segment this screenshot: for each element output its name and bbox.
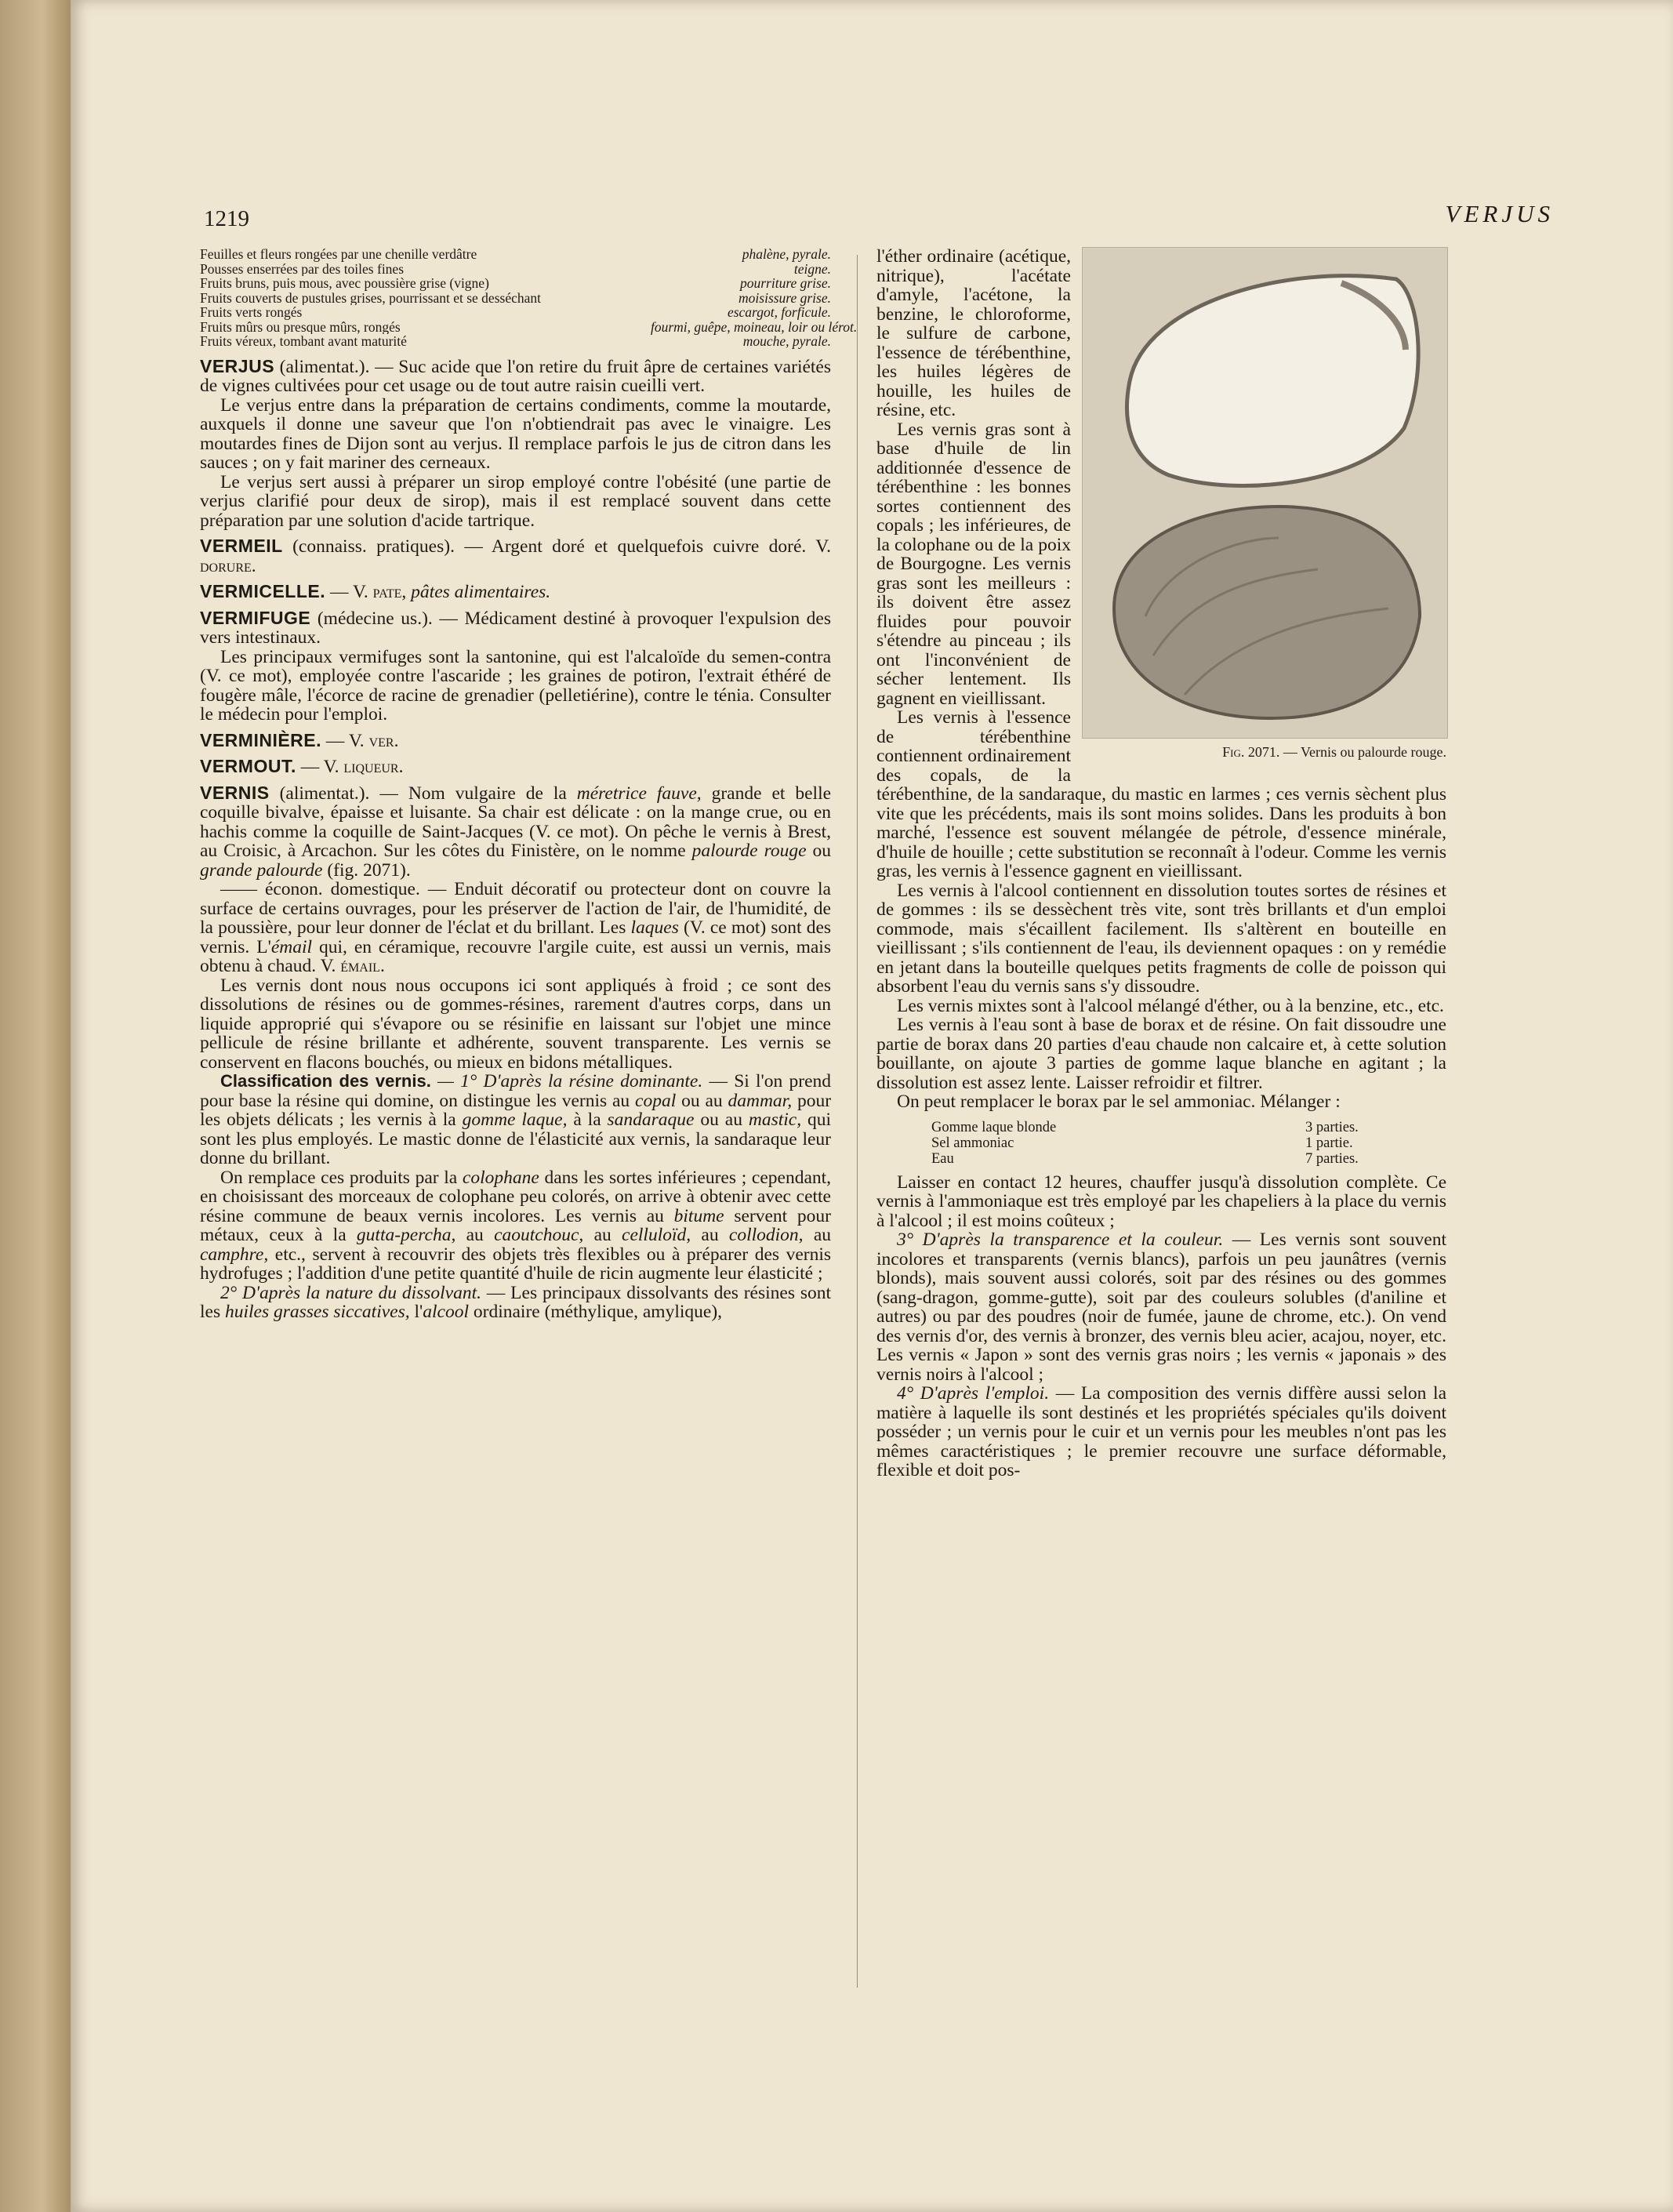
page xyxy=(71,0,1673,2212)
headword: VERNIS xyxy=(200,782,270,803)
mixture-table xyxy=(931,1120,1415,1167)
headword: VERMINIÈRE. xyxy=(200,729,322,750)
mixture-row: Gomme laque blonde 3 parties. xyxy=(931,1119,1359,1135)
pest-row: Fruits véreux, tombant avant maturité mouche, pyrale. xyxy=(200,333,831,349)
pest-row: Fruits bruns, puis mous, avec poussière grise (vigne) pourriture grise. xyxy=(200,275,831,291)
column-rule xyxy=(857,255,858,1988)
headword: VERMIFUGE xyxy=(200,607,311,628)
headword: VERMICELLE. xyxy=(200,581,326,601)
headword: VERJUS xyxy=(200,355,275,376)
headword: VERMEIL xyxy=(200,536,283,556)
left-column xyxy=(200,246,858,1322)
clam-shell-illustration xyxy=(1083,248,1447,738)
clam-shell-photo xyxy=(1082,247,1448,739)
subheading: Classification des vernis. xyxy=(220,1071,431,1091)
running-head: VERJUS xyxy=(1445,200,1554,227)
figure-2071 xyxy=(1082,247,1446,761)
entry-vermeil: VERMEIL (connaiss. pratiques). — Argent doré et quelquefois cuivre doré. V. dorure. xyxy=(200,536,832,576)
figure-caption: Fig. 2071. — Vernis ou palourde rouge. xyxy=(1222,744,1446,760)
page-number: 1219 xyxy=(204,206,249,231)
pest-row: Pousses enserrées par des toiles fines teigne. xyxy=(200,260,831,277)
entry-verjus: VERJUS (alimentat.). — Suc acide que l'on retire du fruit âpre de certaines variétés de vignes cultivées pour cet usage ou de tout autre raisin cueilli vert. Le verjus entre dans la préparation de certains condiments, comme la moutarde, auxquels il donne une saveur que l'on n'obtiendrait pas avec le vinaigre. Les moutardes fines de Dijon sont au verjus. Il remplace parfois le jus de citron dans les sauces ; on y fait mariner des cerneaux. Le verjus sert aussi à préparer un sirop employé contre l'obésité (une partie de verjus clarifié pour deux de sirop), mais il est remplacé souvent dans cette préparation par une solution d'acide tartrique. xyxy=(200,355,832,531)
pest-row: Fruits couverts de pustules grises, pourrissant et se desséchant moisissure grise. xyxy=(200,289,831,306)
entry-vermifuge: VERMIFUGE (médecine us.). — Médicament destiné à provoquer l'expulsion des vers intestinaux. Les principaux vermifuges sont la santonine, qui est l'alcaloïde du semen-contra (V. ce mot), employée contre l'ascaride ; les graines de potiron, l'extrait éthéré de fougère mâle, l'écorce de racine de grenadier (pelletiérine), contre le ténia. Consulter le médecin pour l'emploi. xyxy=(200,607,832,725)
pest-row: Fruits verts rongés escargot, forficule. xyxy=(200,304,831,320)
entry-vermout: VERMOUT. — V. liqueur. xyxy=(200,756,404,777)
pest-row: Feuilles et fleurs rongées par une chenille verdâtre phalène, pyrale. xyxy=(200,246,831,262)
headword: VERMOUT. xyxy=(200,756,296,776)
entry-vernis: VERNIS (alimentat.). — Nom vulgaire de la méretrice fauve, grande et belle coquille bivalve, épaisse et luisante. Sa chair est délicate : on la mange crue, ou en hachis comme la coquille de Saint-Jacques (V. ce mot). On pêche le vernis à Brest, au Croisic, à Arcachon. Sur les côtes du Finistère, on le nomme palourde rouge ou grande palourde (fig. 2071). —— éconon. domestique. — Enduit décoratif ou protecteur dont on couvre la surface de certains ouvrages, pour les préserver de l'action de l'air, de l'humidité, de la poussière, pour leur donner de l'éclat et du brillant. Les laques (V. ce mot) sont des vernis. L'émail qui, en céramique, recouvre l'argile cuite, est aussi un vernis, mais obtenu à chaud. V. émail. Les vernis dont nous nous occupons ici sont appliqués à froid ; ce sont des dissolutions de résines ou de gommes-résines, rarement d'autres corps, dans un liquide approprié qui s'évapore ou se résinifie en laissant sur l'objet une mince pellicule de résine brillante et adhérente, souvent transparente. Les vernis se conservent en flacons bouchés, ou mieux en bidons métalliques. Classification des vernis. — 1° D'après la résine dominante. — Si l'on prend pour base la résine qui domine, on distingue les vernis au copal ou au dammar, pour les objets délicats ; les vernis à la gomme laque, à la sandaraque ou au mastic, qui sont les plus employés. Le mastic donne de l'élasticité aux vernis, la sandaraque leur donne du brillant. On remplace ces produits par la colophane dans les sortes inférieures ; cependant, en choisissant des morceaux de colophane peu colorés, on arrive à obtenir avec cette résine commune de beaux vernis incolores. Les vernis au bitume servent pour métaux, ceux à la gutta-percha, au caoutchouc, au celluloïd, au collodion, au camphre, etc., servent à recouvrir des objets très flexibles ou à préparer des vernis hydrofuges ; l'addition d'une petite quantité d'huile de ricin augmente leur élasticité ; 2° D'après la nature du dissolvant. — Les principaux dissolvants des résines sont les huiles grasses siccatives, l'alcool ordinaire (méthylique, amylique), xyxy=(200,782,832,1322)
entry-verminiere: VERMINIÈRE. — V. ver. xyxy=(200,729,399,751)
entry-vermicelle: VERMICELLE. — V. pate, pâtes alimentaires. xyxy=(200,581,551,602)
pest-row: Fruits mûrs ou presque mûrs, rongés fourmi, guêpe, moineau, loir ou lérot. xyxy=(200,318,858,335)
page-header xyxy=(71,200,1673,239)
book-spine xyxy=(0,0,71,2212)
mixture-row: Sel ammoniac 1 partie. xyxy=(931,1135,1353,1151)
right-column: Fig. 2071. — Vernis ou palourde rouge. l'éther ordinaire (acétique, nitrique), l'acétate d'amyle, l'acétone, la benzine, le chloroforme, le sulfure de carbone, l'essence de térébenthine, les huiles légères de houille, les huiles de résine, etc. Les vernis gras sont à base d'huile de lin additionnée d'essence de térébenthine : les bonnes sortes contiennent des copals ; les inférieures, de la colophane ou de la poix de Bourgogne. Les vernis gras sont les meilleurs : ils doivent être assez fluides pour pouvoir s'étendre au pinceau ; ils ont l'inconvénient de sécher lentement. Ils gagnent en vieillissant. Les vernis à l'essence de térébenthine contiennent ordinairement des copals, de la térébenthine, de la sandaraque, du mastic en larmes ; ces vernis sèchent plus vite que les précédents, mais ils sont moins solides. Dans les produits à bon marché, l'essence est souvent mélangée de pétrole, d'essence minérale, d'huile de houille ; cette substitution se reconnaît à l'odeur. Comme les vernis gras, les vernis à l'essence gagnent en vieillissant. Les vernis à l'alcool contiennent en dissolution toutes sortes de résines et de gommes : ils se dessèchent très vite, sont très brillants et d'un emploi commode, mais s'écaillent facilement. Ils s'altèrent en bouteille en vieillissant ; s'ils contiennent de l'eau, ils deviennent opaques : on y remédie en jetant dans la bouteille quelques petits fragments de colle de poisson qui absorbent l'eau du vernis sans s'y dissoudre. Les vernis mixtes sont à l'alcool mélangé d'éther, ou à la benzine, etc., etc. Les vernis à l'eau sont à base de borax et de résine. On fait dissoudre une partie de borax dans 20 parties d'eau chaude non calcaire et, à cette solution bouillante, on ajoute 3 parties de gomme laque blanche en agitant ; la dissolution est assez lente. Laisser refroidir et filtrer. On peut remplacer le borax par le sel ammoniac. Mélanger : Gomme laque blonde 3 parties. Sel ammoniac 1 partie. Eau 7 parties. Laisser en contact 12 heures, chauffer jusqu'à dissolution complète. Ce vernis à l'ammoniaque est très employé par les chapeliers à la place du vernis à l'alcool ; il est moins coûteux ; 3° D'après la transparence et la couleur. — Les vernis sont souvent incolores et transparents (vernis blancs), parfois un peu jaunâtres (vernis blonds), mais souvent aussi colorés, soit par des résines ou des gommes (sang-dragon, gomme-gutte), soit par des couleurs solubles (d'aniline et autres) ou par des poudres (noir de fumée, jaune de chrome, etc.). On vend des vernis d'or, des vernis à bronzer, des vernis bleu acier, acajou, noyer, etc. Les vernis « Japon » sont des vernis gras noirs ; les vernis « japonais » des vernis noirs à l'alcool ; 4° D'après l'emploi. — La composition des vernis diffère aussi selon la matière à laquelle ils sont destinés et les propriétés spéciales qu'ils doivent posséder ; un vernis pour le cuir et un vernis pour les meubles n'ont pas les mêmes caractéristiques ; le premier recouvre une surface déformable, flexible et doit pos- xyxy=(876,246,1447,1480)
pest-table xyxy=(200,246,858,349)
mixture-row: Eau 7 parties. xyxy=(931,1150,1359,1167)
